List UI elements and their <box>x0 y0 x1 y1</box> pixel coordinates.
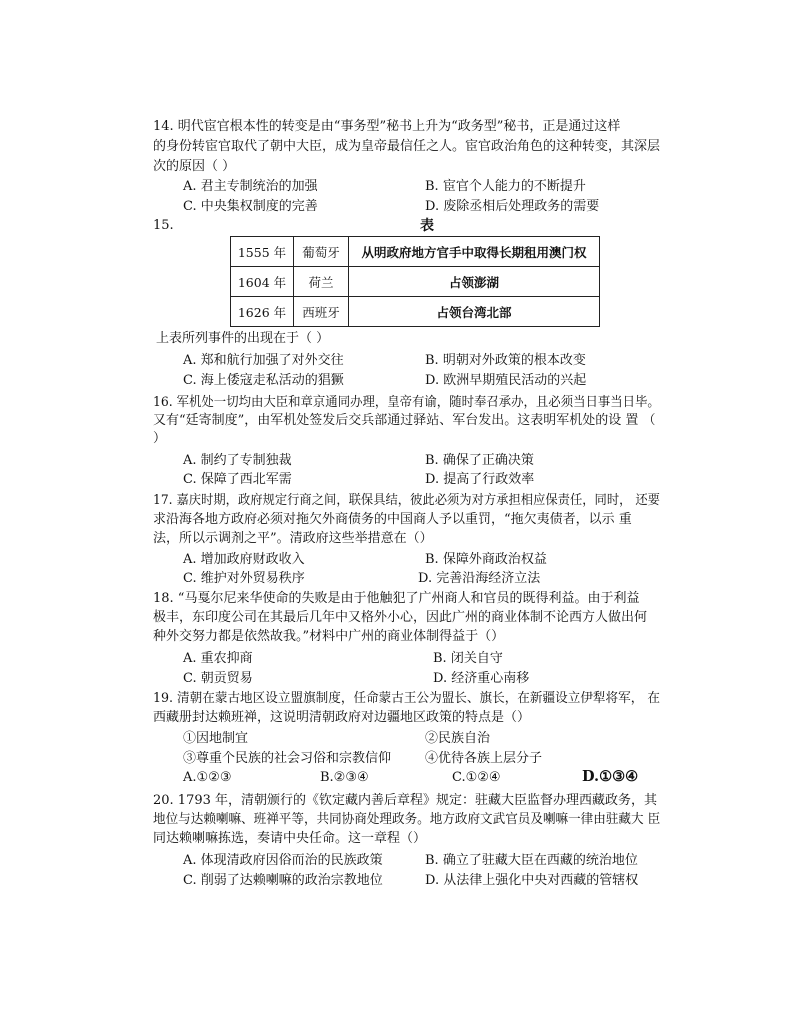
q15-table-title: 表 <box>420 218 434 234</box>
q20-option-d: D. 从法律上强化中央对西藏的管辖权 <box>425 873 639 888</box>
q19-option-d: D.①③④ <box>582 768 639 785</box>
q19-line-2: 西藏册封达赖班禅，这说明清朝政府对边疆地区政策的特点是（） <box>153 710 531 725</box>
table-cell-year: 1555 年 <box>231 237 294 267</box>
q14-line-2: 的身份转宦官取代了朝中大臣，成为皇帝最信任之人。宦官政治角色的这种转变，其深层 <box>153 139 661 154</box>
q16-option-b: B. 确保了正确决策 <box>425 453 534 468</box>
q19-item-2: ②民族自治 <box>425 731 491 746</box>
q19-line-1: 19. 清朝在蒙古地区设立盟旗制度，任命蒙古王公为盟长、旗长，在新疆设立伊犁将军， 在 <box>153 691 660 706</box>
q14-option-b: B. 宦官个人能力的不断提升 <box>425 179 586 194</box>
q15-option-c: C. 海上倭寇走私活动的猖獗 <box>183 373 344 388</box>
q15-option-a: A. 郑和航行加强了对外交往 <box>183 353 344 368</box>
q14-line-1: 14. 明代宦官根本性的转变是由“事务型”秘书上升为“政务型”秘书，正是通过这样 <box>153 119 621 134</box>
table-row <box>231 297 600 327</box>
q17-line-2: 求沿海各地方政府必须对拖欠外商债务的中国商人予以重罚，“拖欠夷债者，以示 重 <box>153 512 632 527</box>
q17-option-a: A. 增加政府财政收入 <box>183 552 305 567</box>
q16-line-2: 又有“廷寄制度”，由军机处签发后交兵部通过驿站、军台发出。这表明军机处的设 置 （ <box>153 413 656 428</box>
table-cell-event: 占领澎湖 <box>349 267 600 297</box>
table-cell-country: 荷兰 <box>294 267 349 297</box>
table-cell-country: 葡萄牙 <box>294 237 349 267</box>
q18-option-b: B. 闭关自守 <box>433 651 503 666</box>
table-cell-year: 1626 年 <box>231 297 294 327</box>
q14-option-d: D. 废除丞相后处理政务的需要 <box>425 199 600 214</box>
q18-option-c: C. 朝贡贸易 <box>183 671 253 686</box>
q20-option-b: B. 确立了驻藏大臣在西藏的统治地位 <box>425 853 638 868</box>
table-cell-event: 占领台湾北部 <box>349 297 600 327</box>
q16-line-3: ） <box>153 431 167 446</box>
q15-number: 15. <box>153 218 174 233</box>
table-cell-country: 西班牙 <box>294 297 349 327</box>
q16-option-d: D. 提高了行政效率 <box>425 472 535 487</box>
q17-option-b: B. 保障外商政治权益 <box>425 552 547 567</box>
q19-option-b: B.②③④ <box>320 770 369 785</box>
q18-option-a: A. 重农抑商 <box>183 651 253 666</box>
q15-question: 上表所列事件的出现在于（ ） <box>156 331 330 346</box>
table-row <box>231 237 600 267</box>
table-cell-event: 从明政府地方官手中取得长期租用澳门权 <box>349 237 600 267</box>
q17-option-d: D. 完善沿海经济立法 <box>418 571 541 586</box>
q16-line-1: 16. 军机处一切均由大臣和章京通同办理，皇帝有谕，随时奉召承办，且必须当日事当日毕。 <box>153 395 660 410</box>
q20-line-3: 同达赖喇嘛拣选，奏请中央任命。这一章程（） <box>153 831 427 846</box>
q19-item-3: ③尊重个民族的社会习俗和宗教信仰 <box>183 751 392 766</box>
q19-item-1: ①因地制宜 <box>183 731 249 746</box>
q15-option-d: D. 欧洲早期殖民活动的兴起 <box>425 373 587 388</box>
q14-option-c: C. 中央集权制度的完善 <box>183 199 318 214</box>
q19-option-a: A.①②③ <box>183 770 232 785</box>
q18-line-3: 种外交努力都是依然故我。”材料中广州的商业体制得益于（） <box>153 629 505 644</box>
q20-option-c: C. 削弱了达赖喇嘛的政治宗教地位 <box>183 873 383 888</box>
q20-line-2: 地位与达赖喇嘛、班禅平等，共同协商处理政务。地方政府文武官员及喇嘛一律由驻藏大 臣 <box>153 812 661 827</box>
q20-line-1: 20. 1793 年，清朝颁行的《钦定藏内善后章程》规定：驻藏大臣监督办理西藏政务，其 <box>153 793 658 808</box>
q18-line-1: 18. “马戛尔尼来华使命的失败是由于他触犯了广州商人和官员的既得利益。由于利益 <box>153 591 640 606</box>
q17-line-3: 法，所以示调剂之平”。清政府这些举措意在（） <box>153 531 433 546</box>
q16-option-c: C. 保障了西北军需 <box>183 472 292 487</box>
table-cell-year: 1604 年 <box>231 267 294 297</box>
q18-line-2: 极丰，东印度公司在其最后几年中又格外小心，因此广州的商业体制不论西方人做出何 <box>153 610 648 625</box>
q17-option-c: C. 维护对外贸易秩序 <box>183 571 305 586</box>
q16-option-a: A. 制约了专制独裁 <box>183 453 292 468</box>
q20-option-a: A. 体现清政府因俗而治的民族政策 <box>183 853 383 868</box>
q18-option-d: D. 经济重心南移 <box>433 671 530 686</box>
q14-option-a: A. 君主专制统治的加强 <box>183 179 318 194</box>
q15-table <box>230 236 600 327</box>
q19-option-c: C.①②④ <box>452 770 501 785</box>
q15-option-b: B. 明朝对外政策的根本改变 <box>425 353 586 368</box>
q14-line-3: 次的原因（ ） <box>153 159 236 174</box>
table-row <box>231 267 600 297</box>
q17-line-1: 17. 嘉庆时期，政府规定行商之间，联保具结，彼此必须为对方承担相应保责任，同时， 还要 <box>153 493 660 508</box>
q19-item-4: ④优待各族上层分子 <box>425 751 543 766</box>
